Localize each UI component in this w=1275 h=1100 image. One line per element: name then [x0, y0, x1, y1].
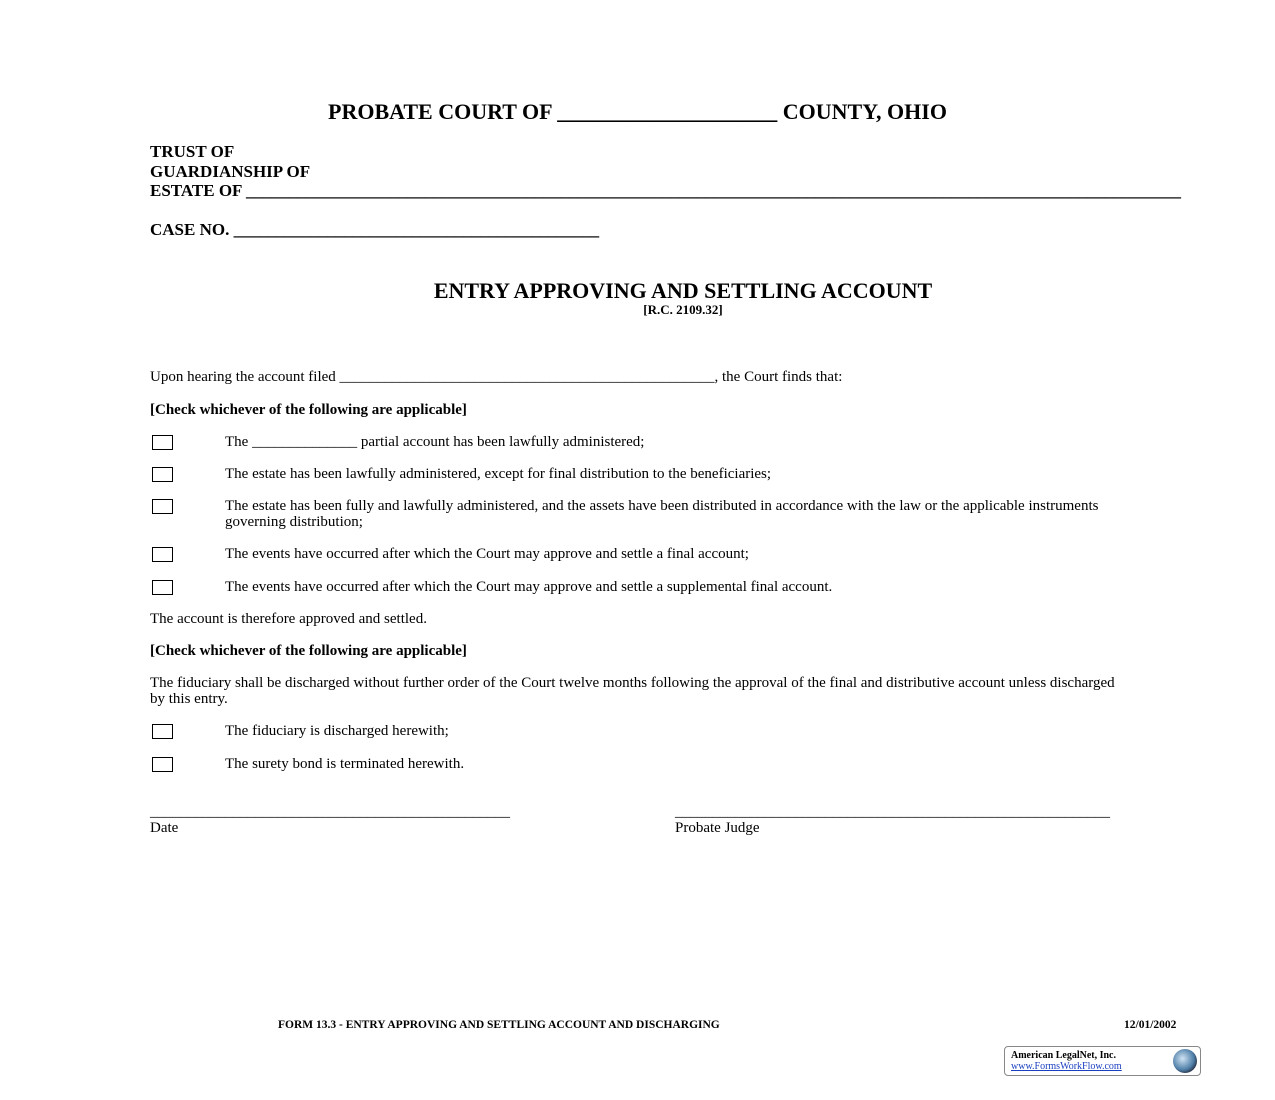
logo-company: American LegalNet, Inc. [1011, 1050, 1116, 1061]
intro-text: Upon hearing the account filed __________________________________________________, the Court finds that: [150, 369, 843, 385]
judge-label: Probate Judge [675, 820, 760, 836]
finding-checkbox[interactable] [152, 547, 173, 562]
court-heading: PROBATE COURT OF ____________________ COUNTY, OHIO [328, 99, 947, 124]
caption-guardianship: GUARDIANSHIP OF [150, 161, 311, 181]
finding-text: The estate has been fully and lawfully administered, and the assets have been distributed in accordance with the law or the applicable instruments governing distribution; [225, 498, 1099, 530]
finding-checkbox[interactable] [152, 580, 173, 595]
caption-trust: TRUST OF [150, 142, 235, 161]
finding-text: The events have occurred after which the Court may approve and settle a final account; [225, 546, 749, 562]
footer-form-name: FORM 13.3 - ENTRY APPROVING AND SETTLING ACCOUNT AND DISCHARGING [278, 1019, 720, 1031]
order-text: The surety bond is terminated herewith. [225, 756, 465, 772]
globe-icon [1173, 1049, 1197, 1073]
date-signature-line: ________________________________________________ [150, 804, 510, 820]
approval-statement: The account is therefore approved and settled. [150, 611, 427, 627]
check-instruction: [Check whichever of the following are applicable] [150, 402, 467, 418]
date-label: Date [150, 820, 179, 836]
discharge-text: The fiduciary shall be discharged without further order of the Court twelve months following the approval of the final and distributive account unless discharged by this entry. [150, 675, 1115, 707]
check-instruction: [Check whichever of the following are applicable] [150, 643, 467, 659]
statute-reference: [R.C. 2109.32] [643, 302, 723, 317]
caption-estate: ESTATE OF ______________________________________________________________________________________________________________ [150, 181, 1182, 200]
form-title: ENTRY APPROVING AND SETTLING ACCOUNT [433, 278, 933, 303]
finding-text: The ______________ partial account has been lawfully administered; [225, 434, 645, 450]
order-checkbox[interactable] [152, 724, 173, 739]
case-number: CASE NO. ___________________________________________ [150, 220, 600, 239]
logo-link[interactable]: www.FormsWorkFlow.com [1011, 1061, 1122, 1072]
order-text: The fiduciary is discharged herewith; [225, 723, 449, 739]
finding-text: The estate has been lawfully administered, except for final distribution to the beneficiaries; [225, 466, 772, 482]
legalnet-logo[interactable] [1004, 1046, 1201, 1076]
finding-text: The events have occurred after which the Court may approve and settle a supplemental final account. [225, 579, 833, 595]
finding-checkbox[interactable] [152, 435, 173, 450]
judge-signature-line: __________________________________________________________ [675, 804, 1110, 820]
footer-date: 12/01/2002 [1124, 1019, 1177, 1031]
finding-checkbox[interactable] [152, 499, 173, 514]
order-checkbox[interactable] [152, 757, 173, 772]
finding-checkbox[interactable] [152, 467, 173, 482]
